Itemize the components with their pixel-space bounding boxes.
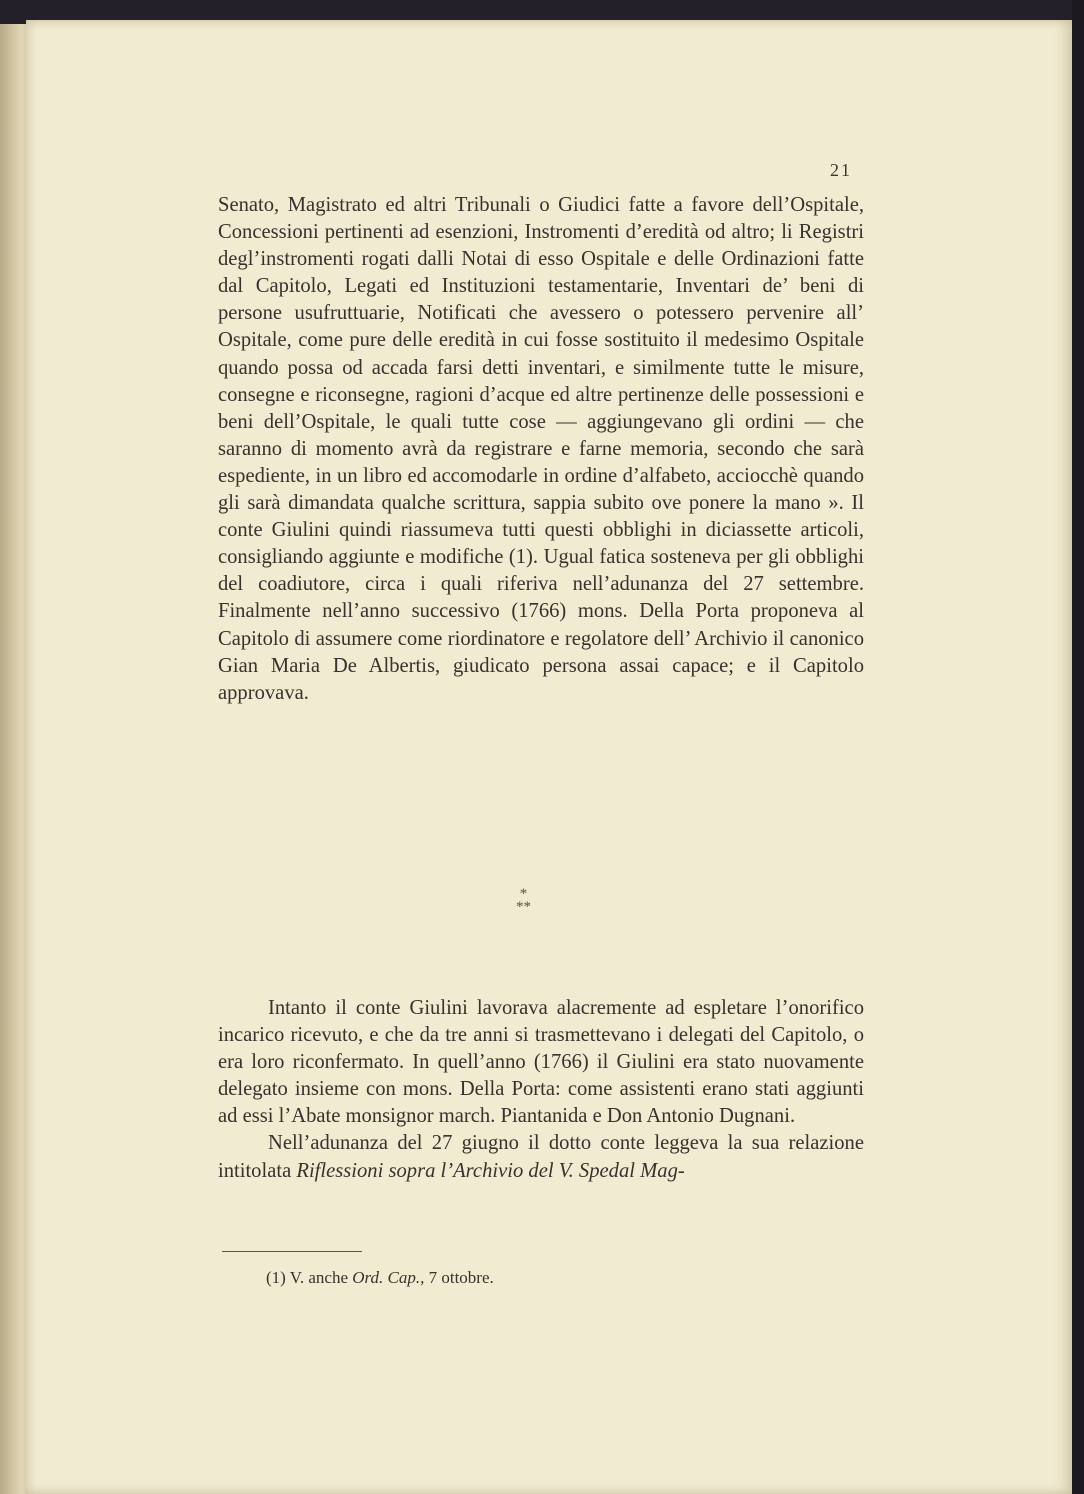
paragraph: [218, 1130, 864, 1184]
page-number: 21: [830, 160, 852, 180]
footnote-divider: [222, 1251, 362, 1252]
paragraph: Senato, Magistrato ed altri Tribunali o Giudici fatte a favore dell’Ospitale, Concessioni pertinenti ad esenzioni, Instromenti d’eredità od altro; li Registri degl’instromenti rogati dalli Notai di esso Ospitale e delle Ordinazioni fatte dal Capitolo, Legati ed Instituzioni testamentarie, Inventari de’ beni di persone usufruttuarie, Notificati che avessero o potessero pervenire all’ Ospitale, come pure delle eredità in cui fosse sostituito il medesimo Ospitale quando possa od accada farsi detti inventari, e similmente tutte le misure, consegne e riconsegne, ragioni d’acque ed altre pertinenze delle possessioni e beni dell’Ospitale, le quali tutte cose — aggiungevano gli ordini — che saranno di momento avrà da registrare e farne memoria, secondo che sarà espediente, in un libro ed accomodarle in ordine d’alfabeto, acciocchè quando gli sarà dimandata qualche scrittura, sappia subito ove ponere la mano ». Il conte Giulini quindi riassumeva tutti questi obblighi in diciassette articoli, consigliando aggiunte e modifiche (1). Ugual fatica sosteneva per gli obblighi del coadiutore, circa i quali riferiva nell’adunanza del 27 settembre. Finalmente nell’anno successivo (1766) mons. Della Porta proponeva al Capitolo di assumere come riordinatore e regolatore dell’ Archivio il canonico Gian Maria De Albertis, giudicato persona assai capace; e il Capitolo approvava.: [218, 194, 864, 704]
footnote: [266, 1268, 494, 1288]
footnote-italic: Ord. Cap.,: [352, 1268, 425, 1287]
book-page: [26, 20, 1072, 1494]
italic-title: Riflessioni sopra l’Archivio del V. Spedal Mag-: [296, 1159, 685, 1182]
scan-right-edge: [1072, 0, 1084, 1494]
asterism-separator: [516, 888, 531, 914]
paragraph-text: Nell’adunanza del 27 giugno il dotto conte leggeva la sua relazione intitolata: [218, 1132, 864, 1182]
footnote-text: (1) V. anche: [266, 1268, 353, 1287]
paragraph: Intanto il conte Giulini lavorava alacremente ad espletare l’onorifico incarico ricevuto, e che da tre anni si trasmettevano i delegati del Capitolo, o era loro riconfermato. In quell’anno (1766) il Giulini era stato nuovamente delegato insieme con mons. Della Porta: come assistenti erano stati aggiunti ad essi l’Abate monsignor march. Piantanida e Don Antonio Dugnani.: [218, 997, 864, 1128]
asterism-bottom: **: [516, 899, 531, 915]
text-block-2: [218, 995, 864, 1185]
asterism-top: *: [519, 886, 528, 902]
text-block-1: [218, 192, 864, 707]
footnote-text-end: 7 ottobre.: [424, 1268, 494, 1287]
